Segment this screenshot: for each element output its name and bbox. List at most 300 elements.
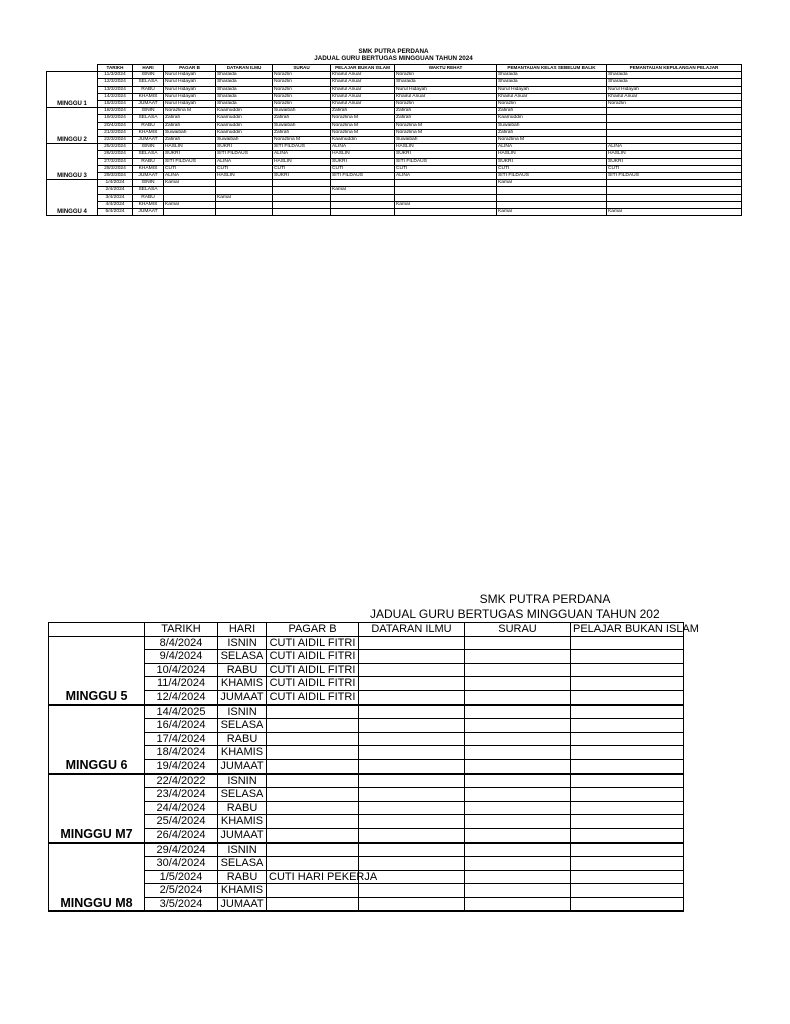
table-cell: RABU <box>133 122 164 129</box>
table-cell: 11/3/2024 <box>98 72 133 79</box>
table-cell <box>465 690 571 704</box>
table-cell <box>571 636 684 650</box>
table-cell <box>465 746 571 760</box>
table-cell: 10/4/2024 <box>145 663 218 677</box>
table-cell: Nurul Hidayah <box>395 86 497 93</box>
table-cell: SELASA <box>218 857 267 871</box>
table-cell <box>465 884 571 898</box>
table-cell: KHAMIS <box>133 201 164 208</box>
table-cell: Suwaibah <box>216 137 273 144</box>
table-cell <box>497 187 607 194</box>
table-row <box>49 815 684 829</box>
table-cell <box>273 194 331 201</box>
column-header: PELAJAR BUKAN ISLAM <box>571 623 684 637</box>
table-cell <box>267 828 359 842</box>
table-cell: Nurul Hidayah <box>164 101 216 108</box>
table-cell <box>465 801 571 815</box>
table-cell: Kamal <box>395 201 497 208</box>
table-cell: 21/3/2024 <box>98 129 133 136</box>
table-cell <box>607 122 742 129</box>
table-row <box>47 158 742 165</box>
table-cell: 29/4/2024 <box>145 843 218 857</box>
duty-table-page1 <box>46 64 742 216</box>
column-header: PAGAR B <box>164 65 216 72</box>
table-cell: 25/3/2024 <box>98 144 133 151</box>
table-row <box>47 173 742 180</box>
table-cell: ISNIN <box>133 108 164 115</box>
table-cell: ISNIN <box>218 636 267 650</box>
column-header: SURAU <box>465 623 571 637</box>
table-cell: 18/4/2024 <box>145 746 218 760</box>
table-row <box>47 122 742 129</box>
table-cell <box>359 774 465 788</box>
table-cell: Norazlin <box>273 79 331 86</box>
table-cell: Sharaida <box>216 79 273 86</box>
table-cell <box>331 180 395 187</box>
table-cell <box>359 636 465 650</box>
table-cell <box>465 788 571 802</box>
table-cell: Norazlina M <box>331 115 395 122</box>
table-cell: Suwaibah <box>273 108 331 115</box>
table-cell: Norazlina M <box>164 108 216 115</box>
table-cell <box>571 759 684 773</box>
table-cell <box>331 194 395 201</box>
table-cell: 11/4/2024 <box>145 677 218 691</box>
school-title-p2: SMK PUTRA PERDANA <box>479 592 611 606</box>
table-cell: KHAMIS <box>133 129 164 136</box>
table-cell: 19/4/2024 <box>145 759 218 773</box>
schedule-subtitle-p1: JADUAL GURU BERTUGAS MINGGUAN TAHUN 2024 <box>314 55 473 62</box>
table-cell: SUKRI <box>497 158 607 165</box>
table-cell <box>164 194 216 201</box>
table-cell <box>359 884 465 898</box>
table-cell: SITI FILDAUS <box>607 173 742 180</box>
table-cell: Norazlina M <box>331 122 395 129</box>
column-header: TARIKH <box>98 65 133 72</box>
table-cell <box>164 209 216 216</box>
table-cell: KHAMIS <box>133 93 164 100</box>
table-cell <box>571 650 684 664</box>
table-cell: SITI FILDAUS <box>164 158 216 165</box>
table-cell: 30/4/2024 <box>145 857 218 871</box>
table-row <box>47 151 742 158</box>
table-cell <box>359 815 465 829</box>
table-cell <box>267 732 359 746</box>
table-cell <box>607 180 742 187</box>
table-cell: ISNIN <box>133 180 164 187</box>
table-cell <box>571 843 684 857</box>
table-cell: HASLIN <box>164 144 216 151</box>
table-cell: SELASA <box>218 650 267 664</box>
table-cell <box>216 180 273 187</box>
table-cell <box>465 843 571 857</box>
table-cell <box>267 719 359 733</box>
table-row <box>47 101 742 108</box>
table-cell: Khairul Anuar <box>331 101 395 108</box>
table-cell <box>465 759 571 773</box>
column-header: PEMANTAUAN KEPULANGAN PELAJAR <box>607 65 742 72</box>
table-cell: CUTI AIDIL FITRI <box>267 650 359 664</box>
table-cell <box>359 677 465 691</box>
table-cell: 8/4/2024 <box>145 636 218 650</box>
table-cell: 3/4/2024 <box>98 194 133 201</box>
table-cell: Suwaibah <box>395 137 497 144</box>
table-cell: KHAMIS <box>133 165 164 172</box>
school-title-p1: SMK PUTRA PERDANA <box>358 48 429 55</box>
table-cell: SITI FILDAUS <box>273 144 331 151</box>
table-cell: ALINA <box>331 144 395 151</box>
table-cell: Sharaida <box>216 72 273 79</box>
table-cell: CUTI <box>497 165 607 172</box>
table-cell: 9/4/2024 <box>145 650 218 664</box>
table-cell: 22/3/2024 <box>98 137 133 144</box>
table-cell: Sharaida <box>216 86 273 93</box>
table-cell: 4/4/2024 <box>98 201 133 208</box>
table-row <box>47 201 742 208</box>
table-cell: Kaamuddin <box>216 108 273 115</box>
table-cell <box>465 870 571 884</box>
table-cell: Sharaida <box>607 79 742 86</box>
table-cell: 27/3/2024 <box>98 158 133 165</box>
table-cell: Kamal <box>607 209 742 216</box>
table-cell: Zafirah <box>331 108 395 115</box>
table-cell <box>465 677 571 691</box>
table-cell <box>216 201 273 208</box>
table-cell: HASLIN <box>273 158 331 165</box>
table-cell <box>465 650 571 664</box>
table-cell: Nurul Hidayah <box>164 72 216 79</box>
table-cell <box>571 774 684 788</box>
table-cell <box>267 705 359 719</box>
table-cell <box>359 828 465 842</box>
week-header-blank <box>47 65 98 72</box>
table-cell: 23/4/2024 <box>145 788 218 802</box>
table-cell <box>571 690 684 704</box>
table-cell <box>395 209 497 216</box>
week-label: MINGGU 3 <box>47 144 98 180</box>
table-cell: 19/3/2024 <box>98 115 133 122</box>
week-label: MINGGU 1 <box>47 72 98 108</box>
week-label: MINGGU 5 <box>49 636 145 704</box>
table-cell: Nurul Hidayah <box>607 86 742 93</box>
week-header-blank <box>49 623 145 637</box>
table-row <box>49 719 684 733</box>
table-cell: SELASA <box>133 79 164 86</box>
table-cell: Norazlina M <box>331 129 395 136</box>
table-cell <box>607 201 742 208</box>
table-cell: Kamal <box>331 187 395 194</box>
table-cell: Khairul Anuar <box>331 93 395 100</box>
table-cell: SITI FILDAUS <box>497 173 607 180</box>
table-cell: KHAMIS <box>218 677 267 691</box>
table-row <box>49 746 684 760</box>
table-cell <box>267 746 359 760</box>
table-cell: Khairul Anuar <box>331 79 395 86</box>
table-row <box>47 180 742 187</box>
table-cell <box>465 774 571 788</box>
table-cell: HASLIN <box>497 151 607 158</box>
table-row <box>47 108 742 115</box>
table-row <box>47 79 742 86</box>
column-header: PELAJAR BUKAN ISLAM <box>331 65 395 72</box>
table-cell <box>267 857 359 871</box>
table-cell: 14/4/2025 <box>145 705 218 719</box>
table-cell: Norazlina M <box>395 122 497 129</box>
table-cell: Zafirah <box>273 129 331 136</box>
table-cell <box>607 115 742 122</box>
table-cell <box>359 788 465 802</box>
table-cell: Norazlin <box>273 72 331 79</box>
table-cell: JUMAAT <box>218 759 267 773</box>
table-cell: JUMAAT <box>218 690 267 704</box>
table-cell: JUMAAT <box>218 828 267 842</box>
table-cell <box>331 209 395 216</box>
table-cell: Kaamuddin <box>216 115 273 122</box>
table-cell: HASLIN <box>395 144 497 151</box>
table-cell: SELASA <box>218 788 267 802</box>
table-cell: 29/3/2024 <box>98 173 133 180</box>
table-cell: CUTI <box>331 165 395 172</box>
table-cell <box>267 815 359 829</box>
table-row <box>47 194 742 201</box>
table-cell <box>359 801 465 815</box>
table-cell: CUTI AIDIL FITRI <box>267 663 359 677</box>
table-cell: 25/4/2024 <box>145 815 218 829</box>
header-row <box>47 65 742 72</box>
table-cell: Nurul Hidayah <box>164 86 216 93</box>
table-cell: CUTI AIDIL FITRI <box>267 690 359 704</box>
table-cell: RABU <box>218 732 267 746</box>
table-cell: Sharaida <box>497 72 607 79</box>
table-cell <box>267 843 359 857</box>
table-cell <box>571 788 684 802</box>
table-cell <box>465 719 571 733</box>
table-row <box>47 93 742 100</box>
table-cell: Zafirah <box>497 108 607 115</box>
table-cell: Khairul Anuar <box>395 93 497 100</box>
table-cell: RABU <box>133 86 164 93</box>
table-cell <box>359 857 465 871</box>
table-cell: Zafirah <box>395 108 497 115</box>
table-cell: Khairul Anuar <box>607 93 742 100</box>
table-cell <box>465 705 571 719</box>
table-cell: RABU <box>218 663 267 677</box>
header-row <box>49 623 684 637</box>
table-row <box>47 137 742 144</box>
table-cell <box>359 690 465 704</box>
table-cell: HASLIN <box>216 173 273 180</box>
table-cell <box>465 732 571 746</box>
table-cell: SUKRI <box>164 151 216 158</box>
table-row <box>49 677 684 691</box>
table-cell: Kamal <box>164 201 216 208</box>
table-cell <box>571 663 684 677</box>
table-cell: JUMAAT <box>218 897 267 911</box>
table-cell <box>571 870 684 884</box>
table-cell: SELASA <box>133 151 164 158</box>
table-cell: JUMAAT <box>133 173 164 180</box>
table-cell: Norazlin <box>497 101 607 108</box>
table-cell: Sharaida <box>395 79 497 86</box>
table-cell <box>359 719 465 733</box>
table-cell <box>571 884 684 898</box>
table-cell: Zafirah <box>497 129 607 136</box>
table-cell <box>571 719 684 733</box>
table-cell: KHAMIS <box>218 746 267 760</box>
table-cell: Zafirah <box>164 122 216 129</box>
table-cell <box>359 650 465 664</box>
table-cell: ALINA <box>395 173 497 180</box>
table-cell: Norazlin <box>273 86 331 93</box>
table-cell: SITI FILDAUS <box>395 158 497 165</box>
table-cell: Sharaida <box>497 79 607 86</box>
table-cell: SELASA <box>133 187 164 194</box>
table-cell: Khairul Anuar <box>331 72 395 79</box>
table-cell: ISNIN <box>133 72 164 79</box>
table-cell <box>359 759 465 773</box>
table-cell: CUTI <box>395 165 497 172</box>
table-cell <box>267 897 359 911</box>
table-cell: Zafirah <box>164 137 216 144</box>
table-row <box>49 732 684 746</box>
table-cell <box>267 788 359 802</box>
table-cell: Nurul Hidayah <box>164 79 216 86</box>
table-cell <box>571 677 684 691</box>
table-cell: JUMAAT <box>133 209 164 216</box>
table-row <box>47 209 742 216</box>
table-cell: Sharaida <box>216 101 273 108</box>
table-row <box>47 129 742 136</box>
table-cell: 1/4/2024 <box>98 180 133 187</box>
table-cell: 26/4/2024 <box>145 828 218 842</box>
table-cell <box>465 663 571 677</box>
table-cell <box>607 194 742 201</box>
table-row <box>47 115 742 122</box>
table-cell: CUTI <box>273 165 331 172</box>
table-cell: JUMAAT <box>133 137 164 144</box>
table-cell <box>395 180 497 187</box>
table-cell <box>216 209 273 216</box>
table-cell: CUTI <box>216 165 273 172</box>
table-cell <box>359 732 465 746</box>
column-header: PEMANTAUAN KELAS SEBELUM BALIK <box>497 65 607 72</box>
table-cell: ALINA <box>216 158 273 165</box>
table-cell: Norazlin <box>273 93 331 100</box>
table-cell: Suwaibah <box>273 122 331 129</box>
table-cell: RABU <box>218 870 267 884</box>
table-cell: ISNIN <box>133 144 164 151</box>
table-row <box>49 636 684 650</box>
table-cell: KHAMIS <box>218 815 267 829</box>
column-header: WAKTU REHAT <box>395 65 497 72</box>
table-cell <box>497 201 607 208</box>
table-cell <box>607 137 742 144</box>
table-cell <box>273 187 331 194</box>
table-cell: 1/5/2024 <box>145 870 218 884</box>
table-cell: Kaamuddin <box>497 115 607 122</box>
table-row <box>47 165 742 172</box>
table-cell: Kamal <box>216 194 273 201</box>
table-cell <box>571 705 684 719</box>
table-cell <box>359 897 465 911</box>
column-header: TARIKH <box>145 623 218 637</box>
table-cell <box>267 759 359 773</box>
table-cell <box>465 815 571 829</box>
table-row <box>49 788 684 802</box>
schedule-subtitle-p2: JADUAL GURU BERTUGAS MINGGUAN TAHUN 202 <box>370 607 660 621</box>
table-row <box>49 774 684 788</box>
table-cell: Norazlina M <box>497 137 607 144</box>
table-cell: Kaamuddin <box>216 122 273 129</box>
table-cell: SUKRI <box>395 151 497 158</box>
table-cell <box>267 774 359 788</box>
table-cell: Zafirah <box>164 115 216 122</box>
table-cell: Kamal <box>164 180 216 187</box>
table-cell: Norazlina M <box>395 129 497 136</box>
table-cell: 20/4/2024 <box>98 122 133 129</box>
table-cell <box>571 746 684 760</box>
table-cell: 2/4/2024 <box>98 187 133 194</box>
column-header: HARI <box>218 623 267 637</box>
table-cell: Khairul Anuar <box>497 93 607 100</box>
table-cell: 3/5/2024 <box>145 897 218 911</box>
table-cell: 24/4/2024 <box>145 801 218 815</box>
table-cell <box>571 857 684 871</box>
table-row <box>49 843 684 857</box>
table-row <box>49 705 684 719</box>
table-cell: Sharaida <box>607 72 742 79</box>
table-cell <box>607 129 742 136</box>
table-cell: SUKRI <box>216 144 273 151</box>
table-cell: 18/3/2024 <box>98 108 133 115</box>
table-cell: ALINA <box>497 144 607 151</box>
column-header: SURAU <box>273 65 331 72</box>
table-cell <box>607 187 742 194</box>
table-row <box>49 897 684 911</box>
table-row <box>49 870 684 884</box>
table-cell: CUTI HARI PEKERJA <box>267 870 359 884</box>
week-label: MINGGU M8 <box>49 843 145 912</box>
table-cell: ALINA <box>164 173 216 180</box>
table-cell: RABU <box>218 801 267 815</box>
table-cell: CUTI AIDIL FITRI <box>267 636 359 650</box>
table-row <box>47 72 742 79</box>
table-cell: ISNIN <box>218 705 267 719</box>
table-cell: HASLIN <box>607 151 742 158</box>
table-cell: Sharaida <box>216 93 273 100</box>
table-cell: ISNIN <box>218 774 267 788</box>
table-cell: ALINA <box>273 151 331 158</box>
table-row <box>49 857 684 871</box>
table-row <box>49 828 684 842</box>
table-cell: JUMAAT <box>133 101 164 108</box>
table-cell <box>465 857 571 871</box>
table-cell <box>273 180 331 187</box>
week-label: MINGGU 4 <box>47 180 98 216</box>
table-cell: Norazlin <box>607 101 742 108</box>
table-row <box>49 884 684 898</box>
table-cell: 28/3/2024 <box>98 165 133 172</box>
column-header: HARI <box>133 65 164 72</box>
table-cell: KHAMIS <box>218 884 267 898</box>
week-label: MINGGU 2 <box>47 108 98 144</box>
table-row <box>49 690 684 704</box>
table-row <box>49 759 684 773</box>
table-cell: 26/3/2024 <box>98 151 133 158</box>
table-row <box>49 663 684 677</box>
table-cell <box>164 187 216 194</box>
table-row <box>47 144 742 151</box>
